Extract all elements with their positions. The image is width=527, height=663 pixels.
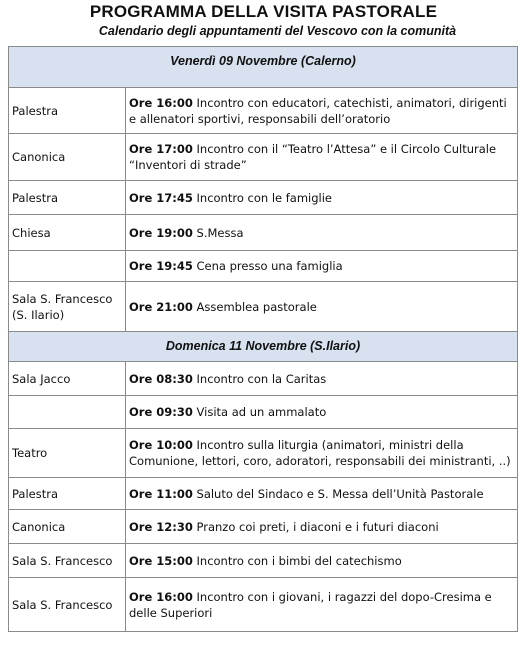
time-label: Ore 17:45 (129, 190, 193, 205)
activity-text: Incontro con le famiglie (192, 190, 333, 205)
table-row (9, 134, 518, 181)
time-label: Ore 08:30 (129, 371, 193, 386)
place-cell: Teatro (9, 429, 126, 478)
activity-cell (126, 544, 518, 578)
activity-cell (126, 282, 518, 332)
activity-cell (126, 251, 518, 282)
table-row (9, 282, 518, 332)
place-cell: Sala S. Francesco (9, 578, 126, 632)
activity-text: Visita ad un ammalato (192, 405, 327, 419)
activity-cell (126, 510, 518, 544)
time-label: Ore 19:00 (129, 225, 193, 240)
place-cell: Chiesa (9, 215, 126, 251)
time-label: Ore 11:00 (129, 486, 193, 501)
activity-cell (126, 429, 518, 478)
place-cell: Canonica (9, 510, 126, 544)
activity-text: Incontro sulla liturgia (animatori, ministri della Comunione, lettori, coro, adoratori, responsabili dei ministranti, ..) (129, 438, 511, 468)
activity-cell (126, 181, 518, 215)
activity-cell (126, 215, 518, 251)
time-label: Ore 09:30 (129, 405, 193, 419)
table-row (9, 181, 518, 215)
place-cell: Palestra (9, 88, 126, 134)
activity-cell (126, 578, 518, 632)
time-label: Ore 10:00 (129, 438, 193, 452)
time-label: Ore 21:00 (129, 299, 193, 314)
activity-cell (126, 396, 518, 429)
time-label: Ore 17:00 (129, 142, 193, 156)
place-cell (9, 396, 126, 429)
day-header-row (9, 47, 518, 88)
day-heading: Domenica 11 Novembre (S.Ilario) (9, 332, 518, 362)
day-heading: Venerdì 09 Novembre (Calerno) (9, 47, 518, 88)
page-subtitle: Calendario degli appuntamenti del Vescovo con la comunità (98, 24, 457, 38)
time-label: Ore 12:30 (129, 519, 193, 534)
table-row (9, 510, 518, 544)
activity-text: Saluto del Sindaco e S. Messa dell’Unità Pastorale (192, 486, 484, 501)
table-row (9, 429, 518, 478)
table-row (9, 88, 518, 134)
table-row (9, 478, 518, 510)
place-cell: Sala S. Francesco (9, 544, 126, 578)
time-label: Ore 16:00 (129, 589, 193, 604)
activity-cell (126, 478, 518, 510)
place-cell: Sala Jacco (9, 362, 126, 396)
table-row (9, 578, 518, 632)
activity-cell (126, 134, 518, 181)
place-cell: Sala S. Francesco (S. Ilario) (9, 282, 126, 332)
activity-text: Incontro con la Caritas (192, 371, 327, 386)
activity-cell (126, 362, 518, 396)
activity-text: Pranzo coi preti, i diaconi e i futuri diaconi (192, 519, 439, 534)
activity-text: Incontro con i giovani, i ragazzi del dopo-Cresima e delle Superiori (129, 589, 492, 620)
place-cell (9, 251, 126, 282)
place-cell: Palestra (9, 478, 126, 510)
time-label: Ore 16:00 (129, 95, 193, 110)
day-header-row (9, 332, 518, 362)
activity-cell (126, 88, 518, 134)
table-row (9, 544, 518, 578)
activity-text: Assemblea pastorale (192, 299, 317, 314)
activity-text: Incontro con educatori, catechisti, animatori, dirigenti e allenatori sportivi, responsabili dell’oratorio (129, 95, 507, 126)
schedule-table (8, 46, 518, 632)
time-label: Ore 15:00 (129, 553, 193, 568)
activity-text: Incontro con il “Teatro l’Attesa” e il Circolo Culturale “Inventori di strade” (129, 142, 497, 172)
page-title: PROGRAMMA DELLA VISITA PASTORALE (89, 2, 438, 21)
activity-text: Incontro con i bimbi del catechismo (192, 553, 402, 568)
activity-text: S.Messa (192, 225, 244, 240)
time-label: Ore 19:45 (129, 259, 193, 273)
table-row (9, 396, 518, 429)
table-row (9, 362, 518, 396)
activity-text: Cena presso una famiglia (192, 259, 343, 273)
place-cell: Canonica (9, 134, 126, 181)
place-cell: Palestra (9, 181, 126, 215)
table-row (9, 215, 518, 251)
table-row (9, 251, 518, 282)
